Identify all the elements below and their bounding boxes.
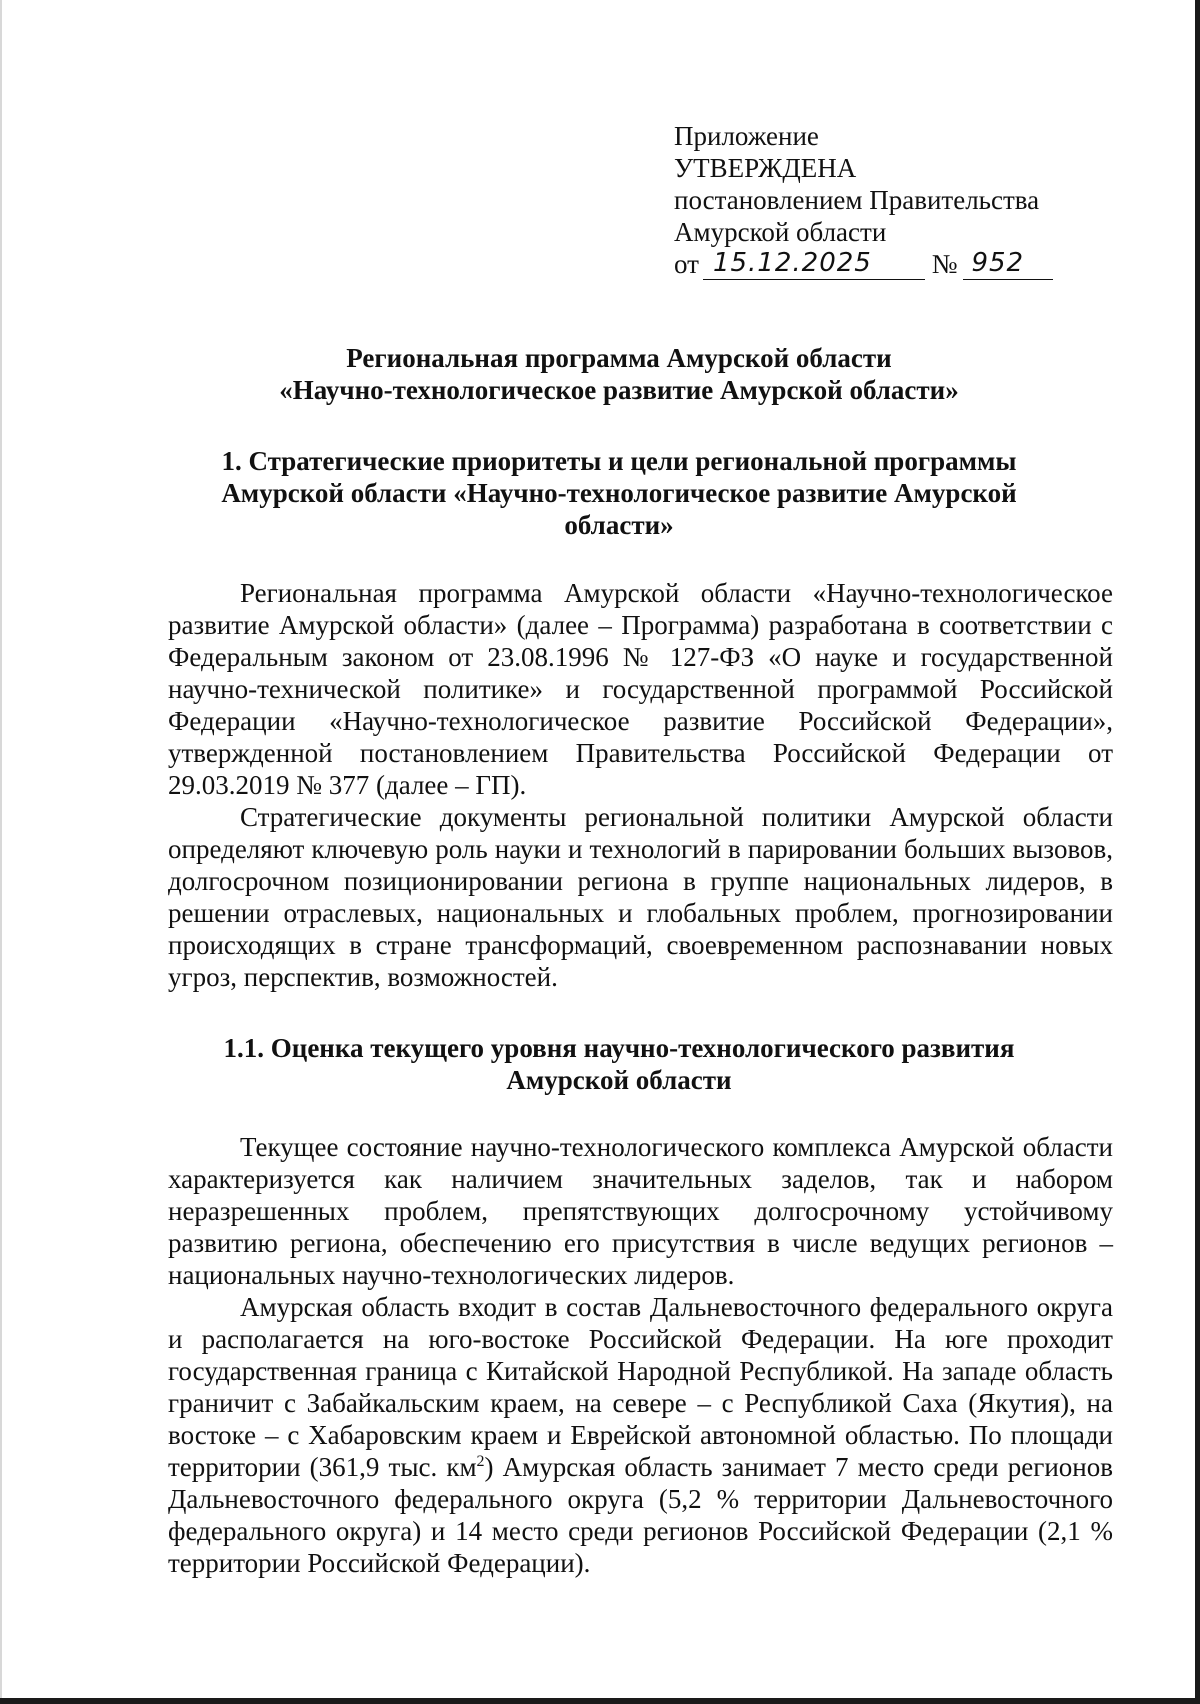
appendix-label: Приложение xyxy=(674,121,819,151)
region-label: Амурской области xyxy=(674,217,887,247)
section11-paragraph1: Текущее состояние научно-технологического комплекса Амурской области характеризуется как наличием значительных заделов, так и набором неразрешенных проблем, препятствующих долгосрочному устойчивому развитию региона, обеспечению его присутствия в числе ведущих регионов – национальных научно-технологических лидеров. xyxy=(168,1132,1113,1290)
section11-heading-line1: 1.1. Оценка текущего уровня научно-технологического развития xyxy=(223,1033,1015,1063)
date-prefix: от xyxy=(674,249,699,279)
appendix-block xyxy=(674,120,1053,280)
scan-bottom-edge xyxy=(0,1698,1200,1704)
scan-left-edge xyxy=(0,0,2,1704)
resolution-label: постановлением Правительства xyxy=(674,185,1040,215)
number-field xyxy=(963,249,1053,280)
section1-heading-line2: Амурской области «Научно-технологическое развитие Амурской xyxy=(221,478,1017,508)
program-title-line2: «Научно-технологическое развитие Амурской области» xyxy=(279,375,959,405)
approved-label: УТВЕРЖДЕНА xyxy=(674,153,857,183)
handwritten-number: 952 xyxy=(971,248,1025,278)
section1-paragraph1: Региональная программа Амурской области «Научно-технологическое развитие Амурской области» (далее – Программа) разработана в соответствии с Федеральным законом от 23.08.1996 № 127-ФЗ «О науке и государственной научно-технической политике» и государственной программой Российской Федерации «Научно-технологическое развитие Российской Федерации», утвержденной постановлением Правительства Российской Федерации от 29.03.2019 № 377 (далее – ГП). xyxy=(168,578,1113,800)
section11-heading-line2: Амурской области xyxy=(506,1065,732,1095)
number-prefix: № xyxy=(931,249,958,279)
program-title-line1: Региональная программа Амурской области xyxy=(346,343,892,373)
section1-body xyxy=(168,577,1113,993)
section11-body xyxy=(168,1131,1113,1579)
date-field xyxy=(703,249,925,280)
section11-heading xyxy=(168,1032,1070,1096)
section11-paragraph2-part2: ) Амурская область занимает 7 место среди регионов Дальневосточного федерального округа (5,2 % территории Дальневосточного федерального округа) и 14 место среди регионов Российской Федерации (2,1 % территории Российской Федерации). xyxy=(168,1452,1113,1578)
section1-heading xyxy=(168,445,1070,541)
scan-right-edge xyxy=(1195,0,1200,1704)
section1-paragraph2: Стратегические документы региональной политики Амурской области определяют ключевую роль науки и технологий в парировании больших вызовов, долгосрочном позиционировании региона в группе национальных лидеров, в решении отраслевых, национальных и глобальных проблем, прогнозировании происходящих в стране трансформаций, своевременном распознавании новых угроз, перспектив, возможностей. xyxy=(168,802,1113,992)
section1-heading-line1: 1. Стратегические приоритеты и цели региональной программы xyxy=(221,446,1017,476)
section11-paragraph2 xyxy=(168,1291,1113,1579)
program-title xyxy=(168,342,1070,406)
handwritten-date: 15.12.2025 xyxy=(712,248,872,278)
section1-heading-line3: области» xyxy=(564,510,674,540)
date-number-row xyxy=(674,248,1053,280)
square-superscript: 2 xyxy=(476,1453,485,1470)
section11-paragraph2-part1: Амурская область входит в состав Дальневосточного федерального округа и располагается на юго-востоке Российской Федерации. На юге проходит государственная граница с Китайской Народной Республикой. На западе область граничит с Забайкальским краем, на севере – с Республикой Саха (Якутия), на востоке – с Хабаровским краем и Еврейской автономной областью. По площади территории (361,9 тыс. км xyxy=(168,1292,1113,1482)
